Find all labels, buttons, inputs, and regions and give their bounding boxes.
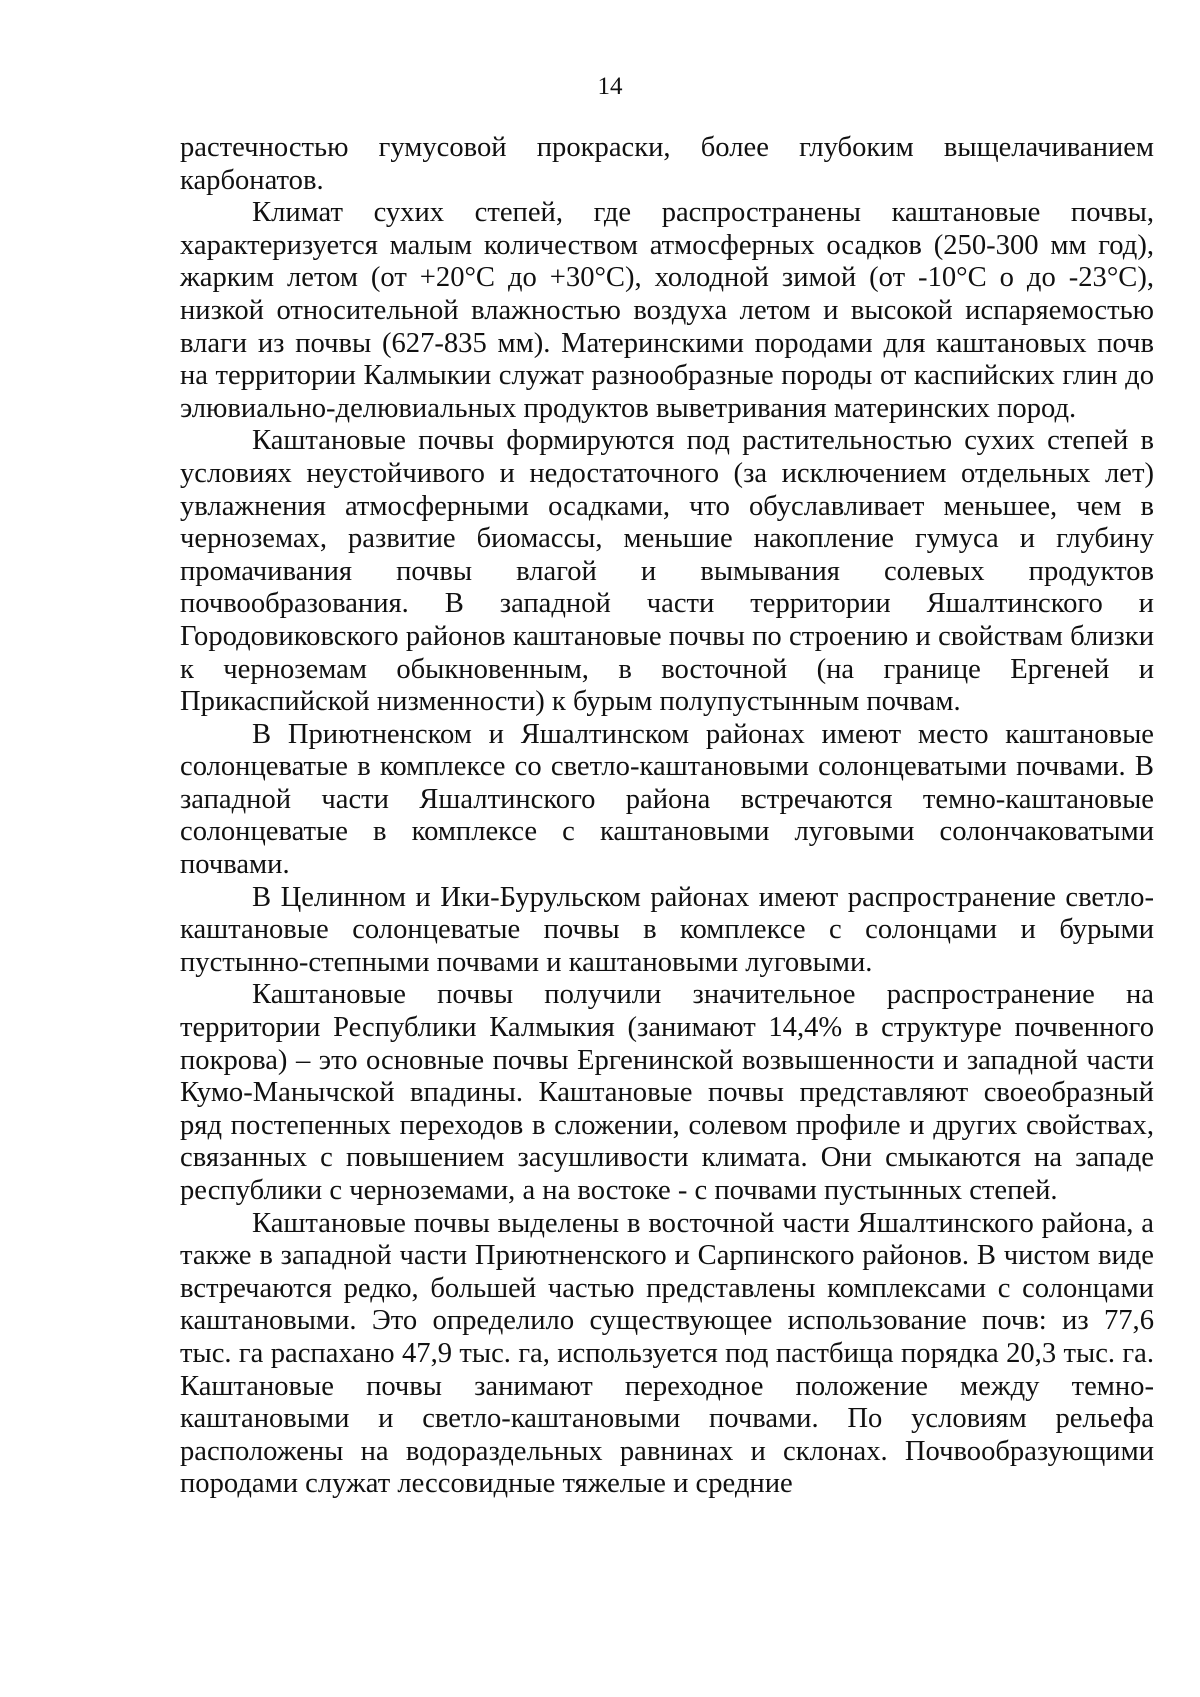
- paragraph-priyutnensky-yashaltinsky: В Приютненском и Яшалтинском районах имеют место каштановые солонцеватые в комплексе со светло-каштановыми солонцеватыми почвами. В западной части Яшалтинского района встречаются темно-каштановые солонцеватые в комплексе с каштановыми луговыми солончаковатыми почвами.: [180, 718, 1154, 881]
- paragraph-tselinny-iki-burulsky: В Целинном и Ики-Бурульском районах имеют распространение светло-каштановые солонцеватые почвы в комплексе с солонцами и бурыми пустынно-степными почвами и каштановыми луговыми.: [180, 881, 1154, 978]
- body-text: [180, 132, 1154, 1501]
- page-number: 14: [597, 73, 623, 100]
- paragraph-climate: Климат сухих степей, где распространены каштановые почвы, характеризуется малым количеством атмосферных осадков (250-300 мм год), жарким летом (от +20°С до +30°С), холодной зимой (от -10°С о до -23°С), низкой относительной влажностью воздуха летом и высокой испаряемостью влаги из почвы (627-835 мм). Материнскими породами для каштановых почв на территории Калмыкии служат разнообразные породы от каспийских глин до элювиально-делювиальных продуктов выветривания материнских пород.: [180, 197, 1154, 424]
- paragraph-formation: Каштановые почвы формируются под растительностью сухих степей в условиях неустойчивого и недостаточного (за исключением отдельных лет) увлажнения атмосферными осадками, что обуславливает меньшее, чем в черноземах, развитие биомассы, меньшие накопление гумуса и глубину промачивания почвы влагой и вымывания солевых продуктов почвообразования. В западной части территории Яшалтинского и Городовиковского районов каштановые почвы по строению и свойствам близки к черноземам обыкновенным, в восточной (на границе Ергеней и Прикаспийской низменности) к бурым полупустынным почвам.: [180, 425, 1154, 718]
- paragraph-continued: растечностью гумусовой прокраски, более глубоким выщелачиванием карбонатов.: [180, 132, 1154, 196]
- paragraph-distribution: Каштановые почвы получили значительное распространение на территории Республики Калмыкия (занимают 14,4% в структуре почвенного покрова) – это основные почвы Ергенинской возвышенности и западной части Кумо-Манычской впадины. Каштановые почвы представляют своеобразный ряд постепенных переходов в сложении, солевом профиле и других свойствах, связанных с повышением засушливости климата. Они смыкаются на западе республики с черноземами, а на востоке - с почвами пустынных степей.: [180, 979, 1154, 1206]
- paragraph-usage: Каштановые почвы выделены в восточной части Яшалтинского района, а также в западной части Приютненского и Сарпинского районов. В чистом виде встречаются редко, большей частью представлены комплексами с солонцами каштановыми. Это определило существующее использование почв: из 77,6 тыс. га распахано 47,9 тыс. га, используется под пастбища порядка 20,3 тыс. га. Каштановые почвы занимают переходное положение между темно-каштановыми и светло-каштановыми почвами. По условиям рельефа расположены на водораздельных равнинах и склонах. Почвообразующими породами служат лессовидные тяжелые и средние: [180, 1207, 1154, 1500]
